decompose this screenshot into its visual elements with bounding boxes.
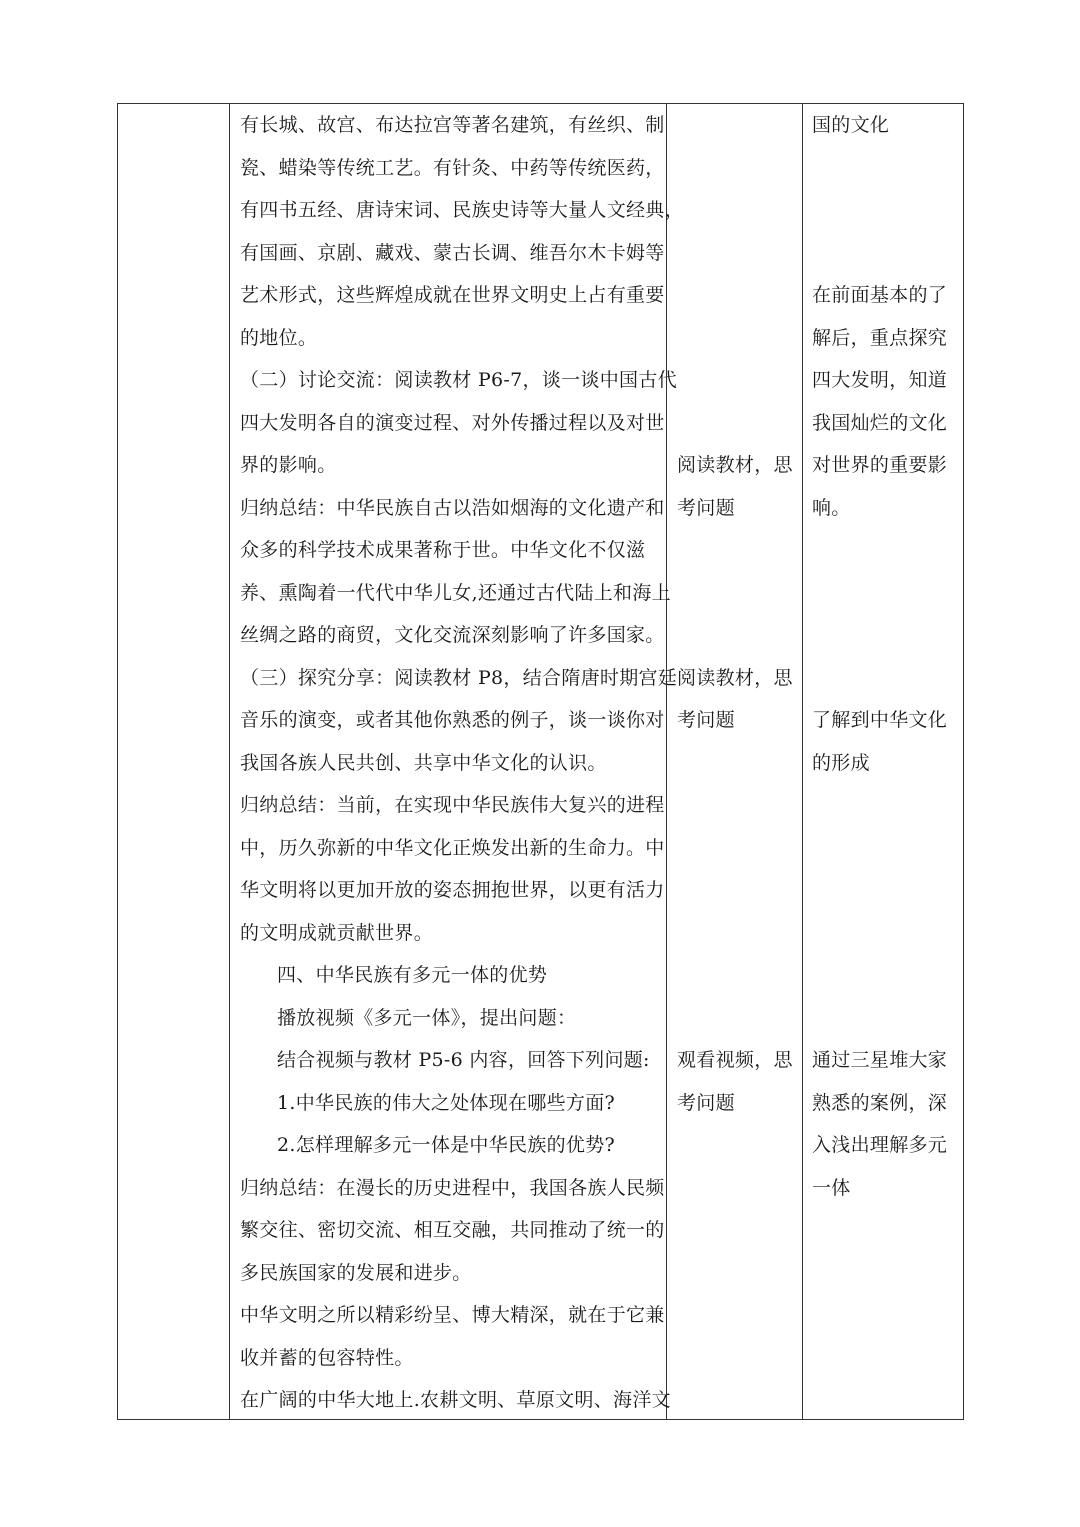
content-line: 丝绸之路的商贸，文化交流深刻影响了许多国家。 xyxy=(240,624,665,646)
content-line: 中华文明之所以精彩纷呈、博大精深，就在于它兼 xyxy=(240,1304,665,1326)
line-spacer xyxy=(677,954,793,997)
line-spacer xyxy=(812,784,947,827)
content-line: 我国各族人民共创、共享中华文化的认识。 xyxy=(240,751,607,774)
activity-line: 考问题 xyxy=(677,1091,735,1114)
column-divider xyxy=(802,104,803,1419)
line-spacer xyxy=(677,189,793,232)
intent-line: 解后，重点探究 xyxy=(812,326,948,349)
intent-line: 的形成 xyxy=(812,751,870,774)
content-line: 四、中华民族有多元一体的优势 xyxy=(277,964,548,986)
content-line: 养、熏陶着一代代中华儿女,还通过古代陆上和海上 xyxy=(240,581,671,604)
content-line: 的文明成就贡献世界。 xyxy=(240,921,434,944)
intent-line: 四大发明，知道 xyxy=(812,369,948,391)
line-spacer xyxy=(812,827,947,870)
line-spacer xyxy=(812,657,947,700)
line-spacer xyxy=(812,997,947,1040)
line-spacer xyxy=(812,147,947,190)
content-line: （二）讨论交流：阅读教材 P6-7，谈一谈中国古代 xyxy=(240,369,677,391)
line-spacer xyxy=(677,997,793,1040)
line-spacer xyxy=(677,572,793,615)
line-spacer xyxy=(677,912,793,955)
content-line: 瓷、蜡染等传统工艺。有针灸、中药等传统医药， xyxy=(240,156,665,179)
line-spacer xyxy=(677,529,793,572)
content-line: 音乐的演变，或者其他你熟悉的例子，谈一谈你对 xyxy=(240,709,665,731)
line-spacer xyxy=(677,104,793,147)
line-spacer xyxy=(677,742,793,785)
content-line: 播放视频《多元一体》，提出问题： xyxy=(277,1006,577,1029)
column-divider xyxy=(229,104,230,1419)
content-line: 艺术形式，这些辉煌成就在世界文明史上占有重要 xyxy=(240,284,665,306)
line-spacer xyxy=(812,869,947,912)
activity-line: 阅读教材，思 xyxy=(677,454,793,476)
intent-line: 了解到中华文化 xyxy=(812,709,948,731)
line-spacer xyxy=(812,189,947,232)
line-spacer xyxy=(677,147,793,190)
content-line: 四大发明各自的演变过程、对外传播过程以及对世 xyxy=(240,411,665,434)
content-line: 有四书五经、唐诗宋词、民族史诗等大量人文经典， xyxy=(240,199,684,221)
line-spacer xyxy=(677,359,793,402)
intent-line: 我国灿烂的文化 xyxy=(812,411,948,434)
line-spacer xyxy=(812,232,947,275)
intent-line: 入浅出理解多元 xyxy=(812,1134,948,1156)
content-line: 有长城、故宫、布达拉宫等著名建筑，有丝织、制 xyxy=(240,114,665,136)
design-intent-column xyxy=(812,104,947,1209)
content-line: 多民族国家的发展和进步。 xyxy=(240,1261,472,1284)
content-line: （三）探究分享：阅读教材 P8，结合隋唐时期宫廷 xyxy=(240,666,678,689)
line-spacer xyxy=(677,402,793,445)
intent-line: 响。 xyxy=(812,496,851,519)
line-spacer xyxy=(812,572,947,615)
content-line: 界的影响。 xyxy=(240,454,337,476)
line-spacer xyxy=(677,274,793,317)
intent-line: 在前面基本的了 xyxy=(812,284,948,306)
activity-line: 考问题 xyxy=(677,709,735,731)
activity-line: 考问题 xyxy=(677,496,735,519)
line-spacer xyxy=(677,317,793,360)
content-line: 中，历久弥新的中华文化正焕发出新的生命力。中 xyxy=(240,836,665,859)
line-spacer xyxy=(812,529,947,572)
content-line: 收并蓄的包容特性。 xyxy=(240,1346,414,1369)
line-spacer xyxy=(677,784,793,827)
content-line: 众多的科学技术成果著称于世。中华文化不仅滋 xyxy=(240,539,646,561)
activity-line: 阅读教材，思 xyxy=(677,666,793,689)
intent-line: 一体 xyxy=(812,1176,851,1199)
intent-line: 通过三星堆大家 xyxy=(812,1049,948,1071)
intent-line: 熟悉的案例，深 xyxy=(812,1091,948,1114)
intent-line: 国的文化 xyxy=(812,114,890,136)
teaching-content-column xyxy=(240,104,684,1422)
student-activity-column xyxy=(677,104,793,1124)
content-line: 华文明将以更加开放的姿态拥抱世界，以更有活力 xyxy=(240,879,665,901)
line-spacer xyxy=(677,827,793,870)
content-line: 归纳总结：当前，在实现中华民族伟大复兴的进程 xyxy=(240,794,665,816)
content-line: 繁交往、密切交流、相互交融，共同推动了统一的 xyxy=(240,1219,665,1241)
intent-line: 对世界的重要影 xyxy=(812,454,948,476)
line-spacer xyxy=(812,954,947,997)
content-line: 1.中华民族的伟大之处体现在哪些方面? xyxy=(277,1091,616,1114)
content-line: 结合视频与教材 P5-6 内容，回答下列问题: xyxy=(277,1049,650,1071)
content-line: 归纳总结：在漫长的历史进程中，我国各族人民频 xyxy=(240,1176,665,1199)
line-spacer xyxy=(812,614,947,657)
line-spacer xyxy=(677,869,793,912)
content-line: 2.怎样理解多元一体是中华民族的优势? xyxy=(277,1134,616,1156)
content-line: 归纳总结：中华民族自古以浩如烟海的文化遗产和 xyxy=(240,496,665,519)
content-line: 的地位。 xyxy=(240,326,318,349)
line-spacer xyxy=(677,614,793,657)
line-spacer xyxy=(812,912,947,955)
content-line: 有国画、京剧、藏戏、蒙古长调、维吾尔木卡姆等 xyxy=(240,241,665,264)
activity-line: 观看视频，思 xyxy=(677,1049,793,1071)
content-line: 在广阔的中华大地上.农耕文明、草原文明、海洋文 xyxy=(240,1389,671,1411)
line-spacer xyxy=(677,232,793,275)
